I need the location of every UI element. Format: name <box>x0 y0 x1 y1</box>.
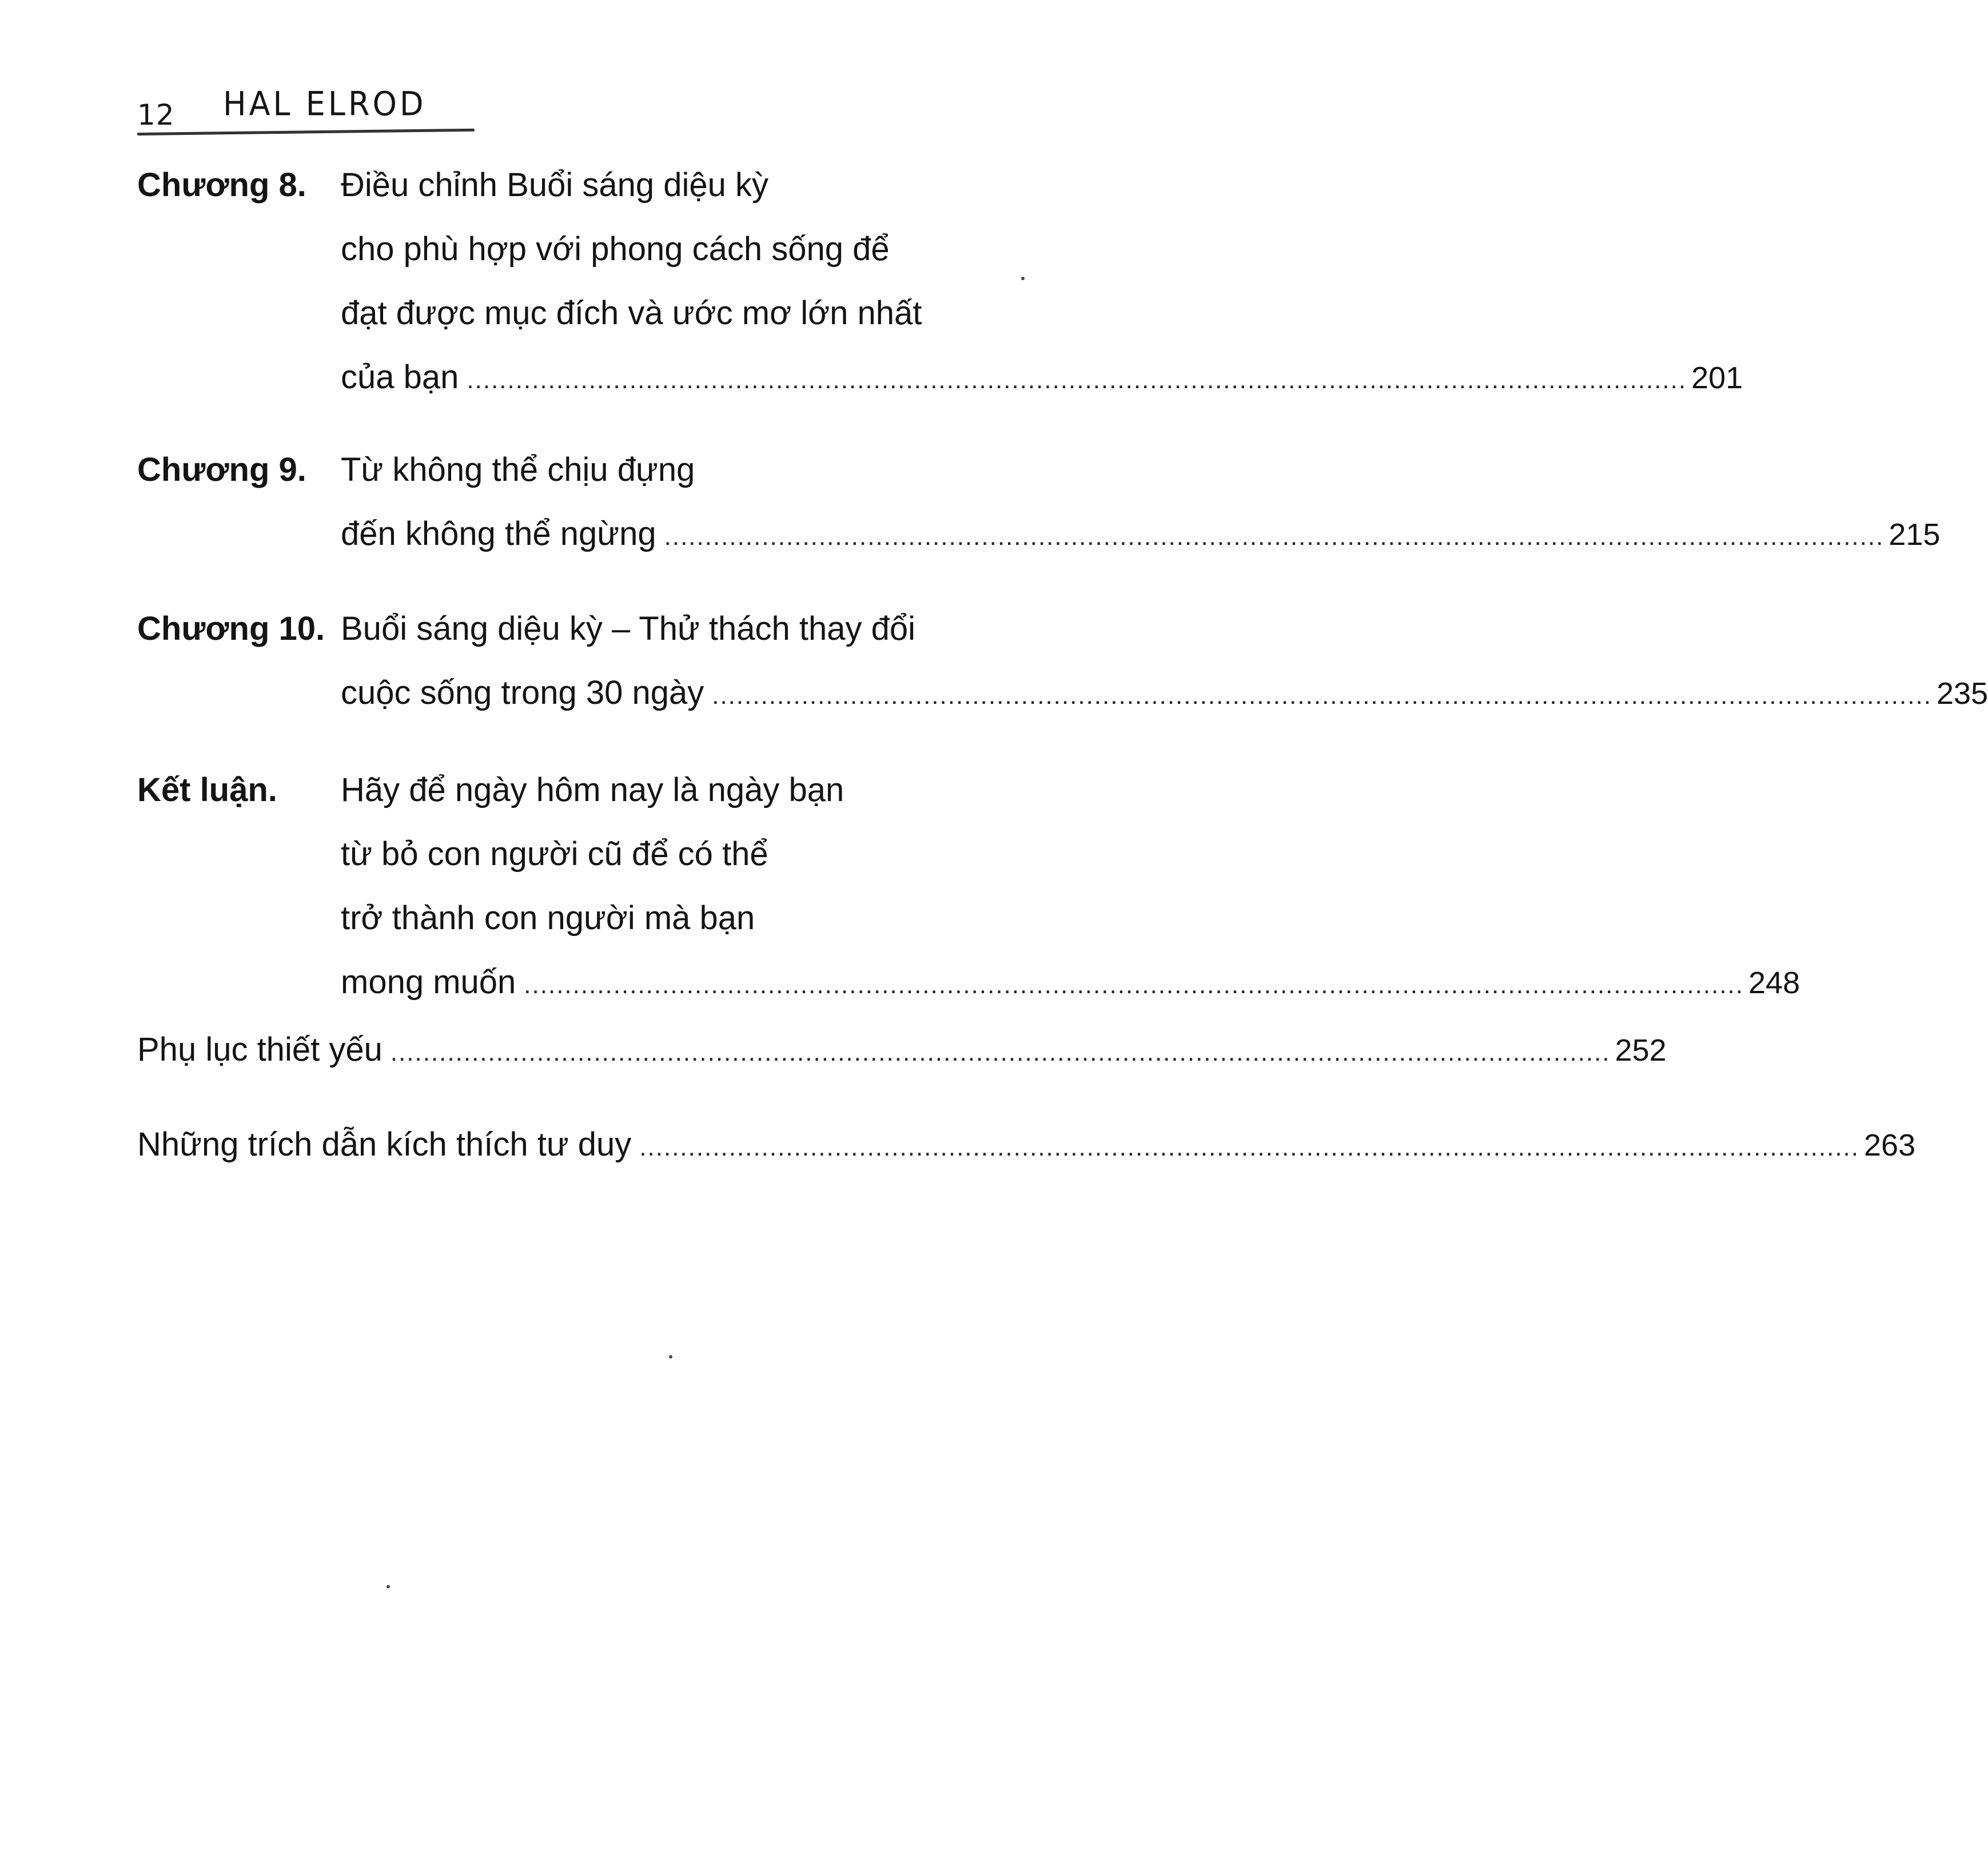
title-text: của bạn <box>341 359 459 396</box>
entry-title <box>341 438 1941 566</box>
title-line-last <box>341 345 1743 409</box>
entry-label: Chương 9. <box>137 451 306 488</box>
page-ref: 248 <box>1748 966 1800 1000</box>
toc-entry-quotes <box>137 1113 1916 1180</box>
header-rule <box>137 129 475 136</box>
title-line: đạt được mục đích và ước mơ lớn nhất <box>341 294 922 332</box>
title-text: mong muốn <box>341 963 516 1001</box>
title-line: trở thành con người mà bạn <box>341 899 755 937</box>
title-line-last <box>341 950 1800 1014</box>
entry-title <box>341 597 1988 725</box>
entry-label: Kết luận. <box>137 771 277 808</box>
running-header <box>137 86 480 137</box>
title-text: đến không thể ngừng <box>341 515 656 552</box>
entry-title <box>341 758 1800 1014</box>
title-line-last <box>341 502 1941 566</box>
page-ref: 263 <box>1864 1128 1916 1162</box>
dot-leader: ...................................................................................................................................................... <box>639 1133 1860 1161</box>
title-line: Hãy để ngày hôm nay là ngày bạn <box>341 771 844 808</box>
title-line: Từ không thể chịu đựng <box>341 451 695 488</box>
page-ref: 235 <box>1936 676 1988 711</box>
dot-leader: ...................................................................................................................................................... <box>524 971 1744 999</box>
toc-entry-appendix <box>137 1018 1667 1085</box>
title-line: Buổi sáng diệu kỳ – Thử thách thay đổi <box>341 610 916 647</box>
entry-label: Chương 10. <box>137 610 325 647</box>
author-name: HAL ELROD <box>223 84 427 124</box>
title-line: cho phù hợp với phong cách sống để <box>341 230 890 268</box>
title-line: Điều chỉnh Buổi sáng diệu kỳ <box>341 166 769 204</box>
entry-label: Chương 8. <box>137 166 306 204</box>
dot-leader: ...................................................................................................................................................... <box>712 682 1932 710</box>
title-line: từ bỏ con người cũ để có thể <box>341 835 768 873</box>
page-ref: 201 <box>1691 361 1743 395</box>
entry-title <box>341 153 1743 409</box>
page-number: 12 <box>137 98 175 132</box>
scan-speck <box>669 1355 672 1359</box>
dot-leader: ...................................................................................................................................................... <box>390 1038 1611 1066</box>
entry-title: Phụ lục thiết yếu <box>137 1031 383 1068</box>
scan-speck <box>387 1585 390 1588</box>
title-line-last <box>341 661 1988 725</box>
page-ref: 252 <box>1615 1033 1667 1068</box>
dot-leader: ...................................................................................................................................................... <box>467 366 1687 394</box>
entry-title: Những trích dẫn kích thích tư duy <box>137 1126 632 1163</box>
dot-leader: ...................................................................................................................................................... <box>664 523 1885 551</box>
title-text: cuộc sống trong 30 ngày <box>341 674 704 711</box>
page-ref: 215 <box>1889 517 1941 552</box>
scan-speck <box>1021 277 1025 280</box>
